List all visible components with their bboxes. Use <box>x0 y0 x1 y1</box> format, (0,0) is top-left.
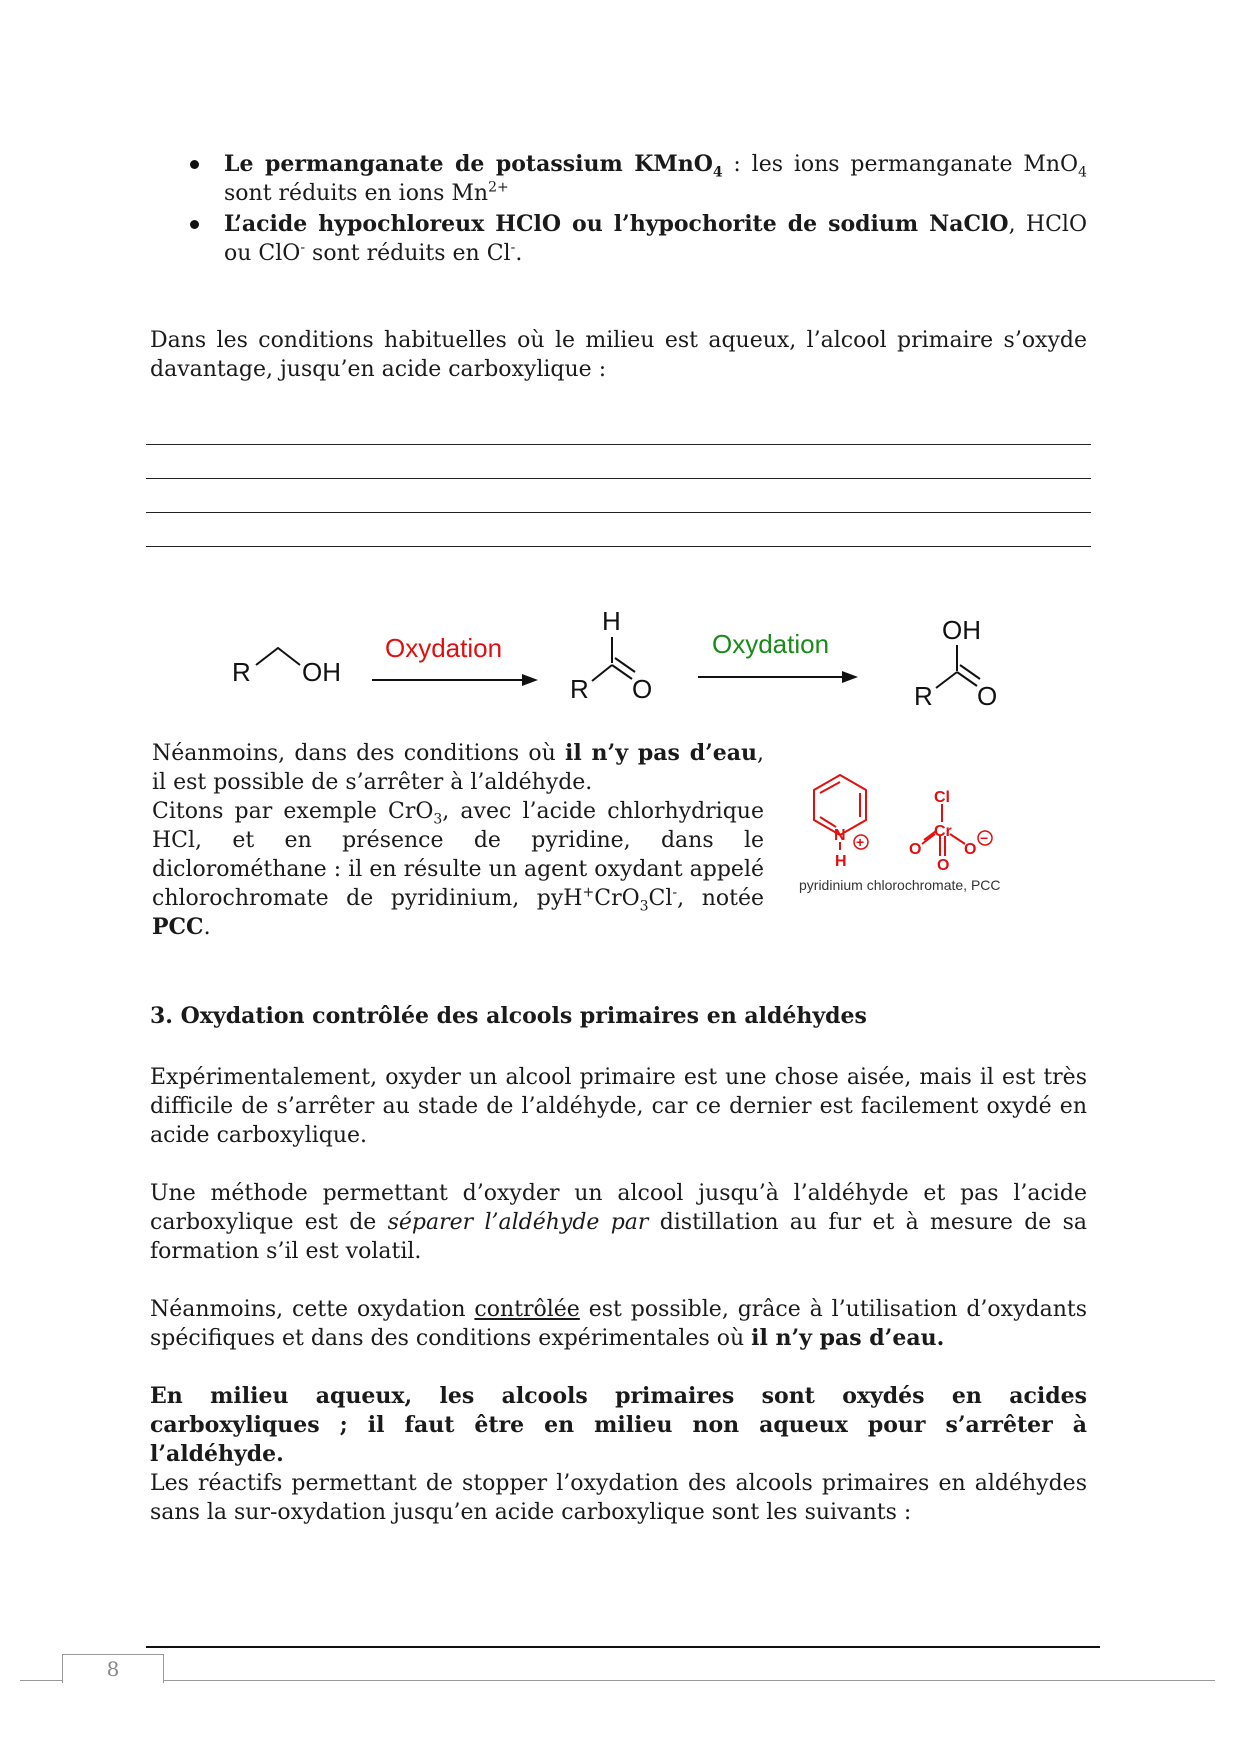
reactant-r: R <box>232 657 251 687</box>
answer-line <box>146 546 1091 547</box>
footer-grey-rule <box>20 1680 1215 1681</box>
atom-cr: Cr <box>934 823 952 840</box>
atom-o-right: O <box>964 841 977 858</box>
minus-charge: − <box>980 830 989 846</box>
paragraph-5: Les réactifs permettant de stopper l’oxydation des alcools primaires en aldéhydes sans la sur-oxydation jusqu’en acide carboxylique sont les suivants : <box>150 1471 1087 1525</box>
acid-r: R <box>914 681 933 711</box>
page-number: 8 <box>62 1654 164 1683</box>
reactant-bonds <box>256 648 300 665</box>
pyridinium-ring <box>814 775 866 835</box>
arrow2-label: Oxydation <box>712 629 830 659</box>
pcc-structure <box>790 770 1050 900</box>
atom-cl: Cl <box>934 789 950 806</box>
atom-n: N <box>834 827 846 844</box>
paragraph-2: Une méthode permettant d’oxyder un alcool jusqu’à l’aldéhyde et pas l’acide carboxylique est de séparer l’aldéhyde par distillation au fur et à mesure de sa formation s’il est volatil. <box>150 1181 1087 1264</box>
arrow1-head <box>522 674 538 686</box>
footer-rule <box>146 1646 1100 1648</box>
paragraph-4-key-point: En milieu aqueux, les alcools primaires sont oxydés en acides carboxyliques ; il faut être en milieu non aqueux pour s’arrêter à l’aldéhyde. <box>150 1383 1087 1467</box>
bullet-permanganate: Le permanganate de potassium KMnO$_4$ : les ions permanganate MnO$_4$ sont réduits en ions $Mn^{2+}$ <box>224 151 1087 206</box>
bullet-hypochlorite: L’acide hypochloreux HClO ou l’hypochorite de sodium NaClO, HClO ou ClO- sont réduits en Cl-. <box>224 211 1087 266</box>
paragraph-3: Néanmoins, cette oxydation contrôlée est possible, grâce à l’utilisation d’oxydants spécifiques et dans des conditions expérimentales où il n’y pas d’eau. <box>150 1297 1088 1351</box>
aldehyde-r: R <box>570 674 589 704</box>
pcc-paragraph: Néanmoins, dans des conditions où il n’y pas d’eau, il est possible de s’arrêter à l’aldéhyde. Citons par exemple CrO$_3$, avec l’acide chlorhydrique HCl, et en présence de pyridine, dans le diclorométhane : il en résulte un agent oxydant appelé chlorochromate de pyridinium, pyH+CrO$_3$Cl-, notée PCC. <box>152 740 765 940</box>
arrow2-head <box>842 671 858 683</box>
answer-line <box>146 478 1091 479</box>
acid-oh: OH <box>942 615 981 645</box>
plus-charge: + <box>856 834 865 850</box>
atom-o-left: O <box>909 841 922 858</box>
atom-h: H <box>835 853 847 870</box>
paragraph-1: Expérimentalement, oxyder un alcool primaire est une chose aisée, mais il est très difficile de s’arrêter au stade de l’aldéhyde, car ce dernier est facilement oxydé en acide carboxylique. <box>150 1065 1087 1148</box>
reactant-oh: OH <box>302 657 341 687</box>
arrow1-label: Oxydation <box>385 633 503 663</box>
bullet-dot <box>190 220 199 229</box>
atom-o-bottom: O <box>937 857 950 874</box>
pcc-caption: pyridinium chlorochromate, PCC <box>799 877 1001 893</box>
answer-line <box>146 512 1091 513</box>
answer-line <box>146 444 1091 445</box>
bullet-dot <box>190 160 199 169</box>
acid-o: O <box>977 681 998 711</box>
oxidation-scheme <box>220 605 1020 715</box>
section-heading: 3. Oxydation contrôlée des alcools primaires en aldéhydes <box>150 1003 867 1029</box>
aldehyde-o: O <box>632 674 653 704</box>
intro-paragraph: Dans les conditions habituelles où le milieu est aqueux, l’alcool primaire s’oxyde davantage, jusqu’en acide carboxylique : <box>150 328 1087 382</box>
aldehyde-h: H <box>602 606 621 636</box>
